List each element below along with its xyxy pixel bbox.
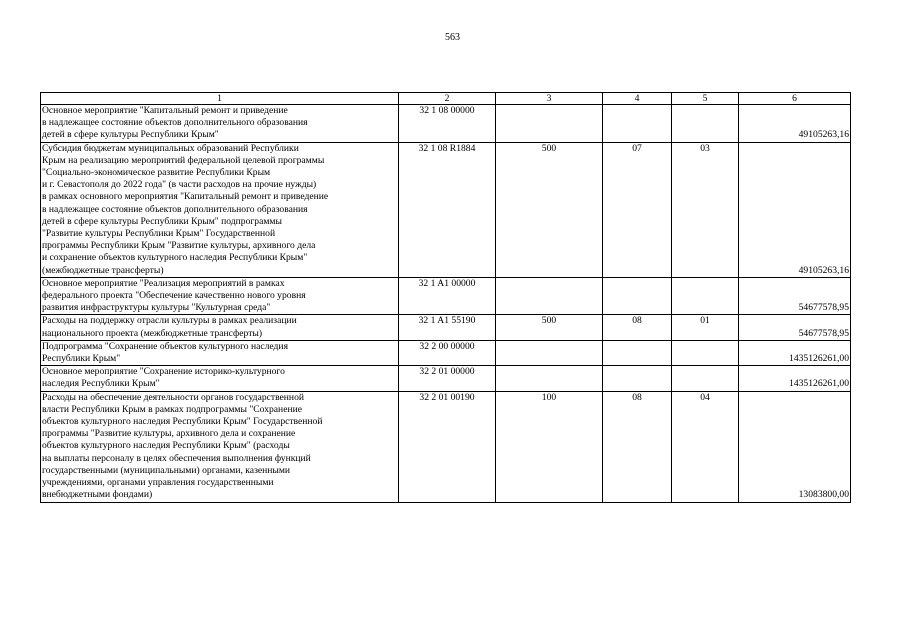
description-line: детей в сфере культуры Республики Крым" — [42, 129, 219, 141]
table-row — [41, 277, 851, 315]
header-row — [41, 93, 851, 105]
section-code — [603, 340, 672, 365]
expense-type-code — [496, 366, 603, 391]
row-description — [41, 315, 399, 340]
target-article-code: 32 1 A1 00000 — [399, 277, 496, 315]
column-header-5: 5 — [672, 93, 739, 105]
expense-type-code: 500 — [496, 142, 603, 277]
column-header-6: 6 — [739, 93, 851, 105]
row-description — [41, 366, 399, 391]
row-description — [41, 340, 399, 365]
expense-type-code — [496, 277, 603, 315]
table-row — [41, 315, 851, 340]
budget-table — [40, 92, 851, 503]
description-line: объектов культурного наследия Республики Крым" Государственной — [42, 416, 323, 428]
expense-type-code — [496, 105, 603, 143]
description-line: Расходы на поддержку отрасли культуры в рамках реализации — [42, 315, 297, 327]
amount-value: 49105263,16 — [739, 142, 851, 277]
description-line: государственными (муниципальными) органами, казенными — [42, 464, 291, 476]
description-line: Субсидия бюджетам муниципальных образований Республики — [42, 142, 299, 154]
target-article-code: 32 2 00 00000 — [399, 340, 496, 365]
amount-value: 1435126261,00 — [739, 366, 851, 391]
subsection-code — [672, 366, 739, 391]
description-line: и г. Севастополя до 2022 года" (в части расходов на прочие нужды) — [42, 179, 317, 191]
amount-value: 49105263,16 — [739, 105, 851, 143]
table-row — [41, 366, 851, 391]
column-header-3: 3 — [496, 93, 603, 105]
section-code: 08 — [603, 391, 672, 502]
description-line: в надлежащее состояние объектов дополнительного образования — [42, 203, 308, 215]
description-line: Расходы на обеспечение деятельности органов государственной — [42, 391, 305, 403]
description-line: Основное мероприятие "Сохранение историко-культурного — [42, 366, 285, 378]
description-line: детей в сфере культуры Республики Крым" подпрограммы — [42, 215, 282, 227]
description-line: Основное мероприятие "Капитальный ремонт и приведение — [42, 105, 288, 116]
description-line: Крым на реализацию мероприятий федеральной целевой программы — [42, 154, 325, 166]
target-article-code: 32 1 08 R1884 — [399, 142, 496, 277]
description-line: в рамках основного мероприятия "Капитальный ремонт и приведение — [42, 191, 329, 203]
subsection-code — [672, 340, 739, 365]
expense-type-code — [496, 340, 603, 365]
description-line: Республики Крым" — [42, 353, 121, 365]
section-code: 08 — [603, 315, 672, 340]
target-article-code: 32 1 A1 55190 — [399, 315, 496, 340]
description-line: национального проекта (межбюджетные трансферты) — [42, 327, 263, 339]
description-line: программы Республики Крым "Развитие культуры, архивного дела — [42, 240, 316, 252]
subsection-code: 04 — [672, 391, 739, 502]
column-header-1: 1 — [41, 93, 399, 105]
amount-value: 1435126261,00 — [739, 340, 851, 365]
description-line: и сохранение объектов культурного наследия Республики Крым" — [42, 252, 308, 264]
column-header-2: 2 — [399, 93, 496, 105]
row-description — [41, 142, 399, 277]
subsection-code — [672, 277, 739, 315]
section-code — [603, 366, 672, 391]
expense-type-code: 500 — [496, 315, 603, 340]
table-row — [41, 105, 851, 143]
table-row — [41, 142, 851, 277]
amount-value: 54677578,95 — [739, 315, 851, 340]
row-description — [41, 391, 399, 502]
description-line: "Социально-экономическое развитие Республики Крым — [42, 167, 271, 179]
description-line: развития инфраструктуры культуры "Культурная среда" — [42, 302, 271, 314]
description-line: учреждениями, органами управления государственными — [42, 477, 274, 489]
description-line: программы "Развитие культуры, архивного дела и сохранение — [42, 428, 296, 440]
description-line: власти Республики Крым в рамках подпрограммы "Сохранение — [42, 403, 302, 415]
amount-value: 13083800,00 — [739, 391, 851, 502]
table-header — [41, 93, 851, 105]
description-line: (межбюджетные трансферты) — [42, 264, 164, 276]
row-description — [41, 277, 399, 315]
expense-type-code: 100 — [496, 391, 603, 502]
table-body — [41, 105, 851, 503]
section-code: 07 — [603, 142, 672, 277]
description-line: федерального проекта "Обеспечение качественно нового уровня — [42, 290, 306, 302]
subsection-code: 03 — [672, 142, 739, 277]
section-code — [603, 277, 672, 315]
amount-value: 54677578,95 — [739, 277, 851, 315]
subsection-code — [672, 105, 739, 143]
subsection-code: 01 — [672, 315, 739, 340]
target-article-code: 32 1 08 00000 — [399, 105, 496, 143]
description-line: Подпрограмма "Сохранение объектов культурного наследия — [42, 340, 288, 352]
description-line: наследия Республики Крым" — [42, 378, 160, 390]
description-line: объектов культурного наследия Республики Крым" (расходы — [42, 440, 290, 452]
description-line: Основное мероприятие "Реализация мероприятий в рамках — [42, 277, 285, 289]
description-line: на выплаты персоналу в целях обеспечения выполнения функций — [42, 452, 311, 464]
description-line: в надлежащее состояние объектов дополнительного образования — [42, 117, 308, 129]
target-article-code: 32 2 01 00190 — [399, 391, 496, 502]
table-row — [41, 340, 851, 365]
row-description — [41, 105, 399, 143]
page-number: 563 — [445, 32, 460, 43]
table-row — [41, 391, 851, 502]
description-line: внебюджетными фондами) — [42, 489, 153, 501]
description-line: "Развитие культуры Республики Крым" Государственной — [42, 228, 276, 240]
column-header-4: 4 — [603, 93, 672, 105]
section-code — [603, 105, 672, 143]
target-article-code: 32 2 01 00000 — [399, 366, 496, 391]
